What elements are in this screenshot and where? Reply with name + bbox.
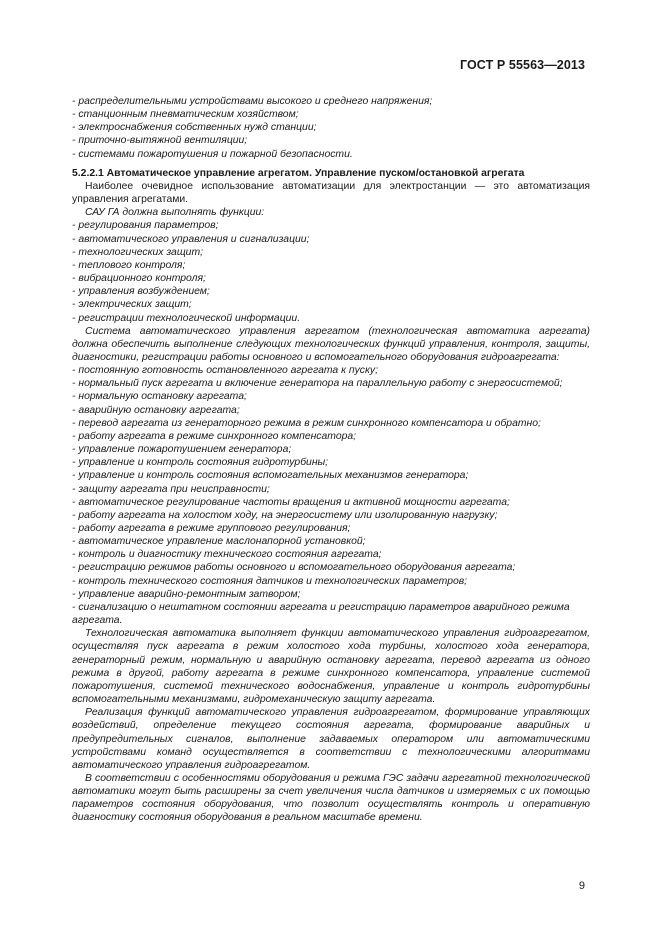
paragraph-implementation: Реализация функций автоматического управления гидроагрегатом, формирование управляющих воздействий, определение текущего состояния агрегата, формирование аварийных и предупредительных сигналов, выполнение задаваемых оператором или автоматическими устройствами команд осуществляется в соответствии с технологическими алгоритмами автоматического управления гидроагрегатом.	[72, 707, 590, 771]
list-item: - постоянную готовность остановленного агрегата к пуску;	[72, 365, 378, 377]
paragraph-accordance: В соответствии с особенностями оборудования и режима ГЭС задачи агрегатной технологической автоматики могут быть расширены за счет увеличения числа датчиков и измеряемых с их помощью параметров состояния оборудования, что позволит осуществлять контроль и оперативную диагностику состояния оборудования в реальном масштабе времени.	[72, 772, 590, 824]
list-item: - управление и контроль состояния гидротурбины;	[72, 457, 329, 469]
system-functions-list	[72, 364, 590, 627]
list-item: - управление пожаротушением генератора;	[72, 444, 292, 456]
list-item: - работу агрегата в режиме группового регулирования;	[72, 523, 351, 534]
list-item: - системами пожаротушения и пожарной безопасности.	[72, 148, 353, 160]
paragraph-technological-automation: Технологическая автоматика выполняет функции автоматического управления гидроагрегатом, осуществляя пуск агрегата в режим холостого хода турбины, холостого хода генератора, генераторный режим, нормальную и аварийную остановку агрегата, перевод агрегата из одного режима в другой, работу агрегата в режиме синхронного компенсатора, управление системой пожаротушения, системой технического водоснабжения, управление и контроль гидротурбины вспомогательными механизмами, гидромеханическую защиту агрегата.	[72, 628, 590, 706]
list-item: - регистрацию режимов работы основного и вспомогательного оборудования агрегата;	[72, 562, 516, 574]
list-item: - защиту агрегата при неисправности;	[72, 483, 270, 495]
list-item: - сигнализацию о нештатном состоянии агрегата и регистрацию параметров аварийного режима агрегата.	[72, 601, 570, 627]
section-number: 5.2.2.1	[72, 167, 104, 179]
list-item: - нормальный пуск агрегата и включение генератора на параллельную работу с энергосистемой;	[72, 378, 563, 390]
list-item: - управление аварийно-ремонтным затвором;	[72, 588, 301, 600]
list-item: - автоматического управления и сигнализации;	[72, 233, 310, 245]
system-intro: Система автоматического управления агрегатом (технологическая автоматика агрегата) должна обеспечить выполнение следующих технологических функций управления, контроля, защиты, диагностики, регистрации работы основного и вспомогательного оборудования гидроагрегата:	[72, 325, 590, 363]
page-number: 9	[578, 880, 585, 892]
list-item: - вибрационного контроля;	[72, 273, 206, 285]
page-content	[72, 95, 590, 825]
functions-intro: САУ ГА должна выполнять функции:	[85, 207, 265, 219]
list-item: - регистрации технологической информации.	[72, 312, 301, 324]
list-item: - работу агрегата в режиме синхронного компенсатора;	[72, 430, 357, 442]
list-item: - станционным пневматическим хозяйством;	[72, 109, 299, 121]
list-item: - автоматическое управление маслонапорной установкой;	[72, 536, 366, 548]
section-heading	[72, 167, 590, 180]
intro-list	[72, 95, 590, 161]
list-item: - технологических защит;	[72, 246, 203, 258]
section-title: Автоматическое управление агрегатом. Управление пуском/остановкой агрегата	[106, 167, 525, 179]
list-item: - регулирования параметров;	[72, 220, 219, 232]
list-item: - автоматическое регулирование частоты вращения и активной мощности агрегата;	[72, 496, 510, 508]
list-item: - нормальную остановку агрегата;	[72, 391, 247, 403]
functions-list	[72, 219, 590, 324]
list-item: - работу агрегата на холостом ходу, на энергосистему или изолированную нагрузку;	[72, 509, 498, 521]
list-item: - аварийную остановку агрегата;	[72, 404, 240, 416]
list-item: - распределительными устройствами высокого и среднего напряжения;	[72, 96, 433, 107]
list-item: - контроль и диагностику технического состояния агрегата;	[72, 549, 382, 561]
list-item: - приточно-вытяжной вентиляции;	[72, 135, 248, 147]
paragraph-intro: Наиболее очевидное использование автоматизации для электростанции — это автоматизация управления агрегатами.	[72, 180, 590, 206]
document-code: ГОСТ Р 55563—2013	[459, 58, 585, 72]
list-item: - электрических защит;	[72, 299, 192, 311]
list-item: - управление и контроль состояния вспомогательных механизмов генератора;	[72, 470, 469, 482]
list-item: - электроснабжения собственных нужд станции;	[72, 122, 317, 134]
list-item: - контроль технического состояния датчиков и технологических параметров;	[72, 575, 468, 587]
list-item: - перевод агрегата из генераторного режима в режим синхронного компенсатора и обратно;	[72, 417, 541, 429]
section-5-2-2-1	[72, 167, 590, 825]
list-item: - теплового контроля;	[72, 259, 186, 271]
list-item: - управления возбуждением;	[72, 286, 210, 298]
